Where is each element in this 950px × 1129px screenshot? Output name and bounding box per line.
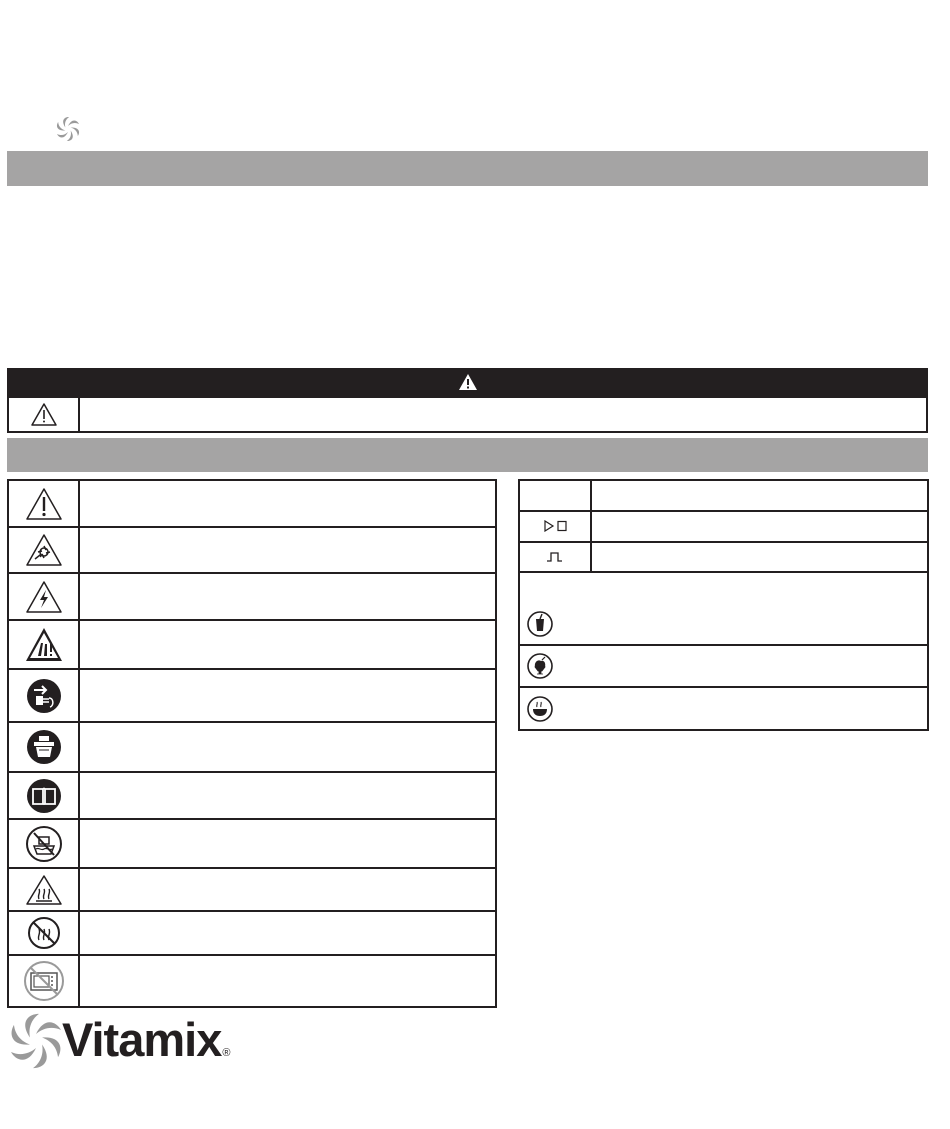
logo-registered-mark: ® [222, 1047, 230, 1059]
unplug-before-cleaning-icon [26, 678, 62, 714]
symbol-row [8, 573, 496, 620]
warning-row [7, 397, 928, 433]
symbol-row [519, 645, 928, 687]
section-header-bar [7, 151, 928, 186]
symbol-icon-cell [8, 480, 79, 527]
symbol-row [519, 511, 928, 542]
symbol-desc [79, 819, 496, 868]
symbol-icon-cell [8, 722, 79, 772]
symbol-desc [79, 722, 496, 772]
symbol-desc [79, 669, 496, 722]
symbol-desc [79, 911, 496, 955]
symbol-desc [591, 511, 928, 542]
symbol-icon-cell [8, 868, 79, 911]
symbol-desc [79, 527, 496, 573]
not-microwave-safe-icon [23, 960, 65, 1002]
symbol-icon-cell [8, 573, 79, 620]
symbol-icon-cell [519, 480, 591, 511]
right-symbol-table [518, 479, 929, 731]
symbol-row [8, 480, 496, 527]
warning-triangle-filled-icon [458, 373, 478, 391]
warning-row-icon-cell [9, 397, 80, 431]
pulse-icon [546, 551, 564, 563]
symbol-icon-cell [519, 645, 928, 687]
symbol-icon-cell [519, 511, 591, 542]
use-lid-plug-icon [26, 729, 62, 765]
symbol-icon-cell [519, 572, 928, 645]
frozen-dessert-icon [526, 652, 554, 680]
smoothie-cup-icon [526, 610, 554, 638]
symbol-icon-cell [8, 819, 79, 868]
symbol-desc [79, 868, 496, 911]
rotating-blade-hazard-icon [25, 533, 63, 567]
general-warning-icon [25, 487, 63, 521]
symbol-icon-cell [519, 687, 928, 730]
symbol-icon-cell [8, 911, 79, 955]
symbol-row [8, 955, 496, 1007]
symbol-row [8, 620, 496, 669]
warning-header-bar [7, 368, 928, 398]
symbol-icon-cell [8, 955, 79, 1007]
symbol-row [519, 687, 928, 730]
symbol-desc [79, 620, 496, 669]
symbol-desc [591, 542, 928, 572]
sharp-blades-warning-icon [25, 627, 63, 663]
symbol-desc [79, 955, 496, 1007]
logo-wordmark: Vitamix [62, 1013, 222, 1066]
vitamix-swirl-icon [8, 1013, 64, 1069]
brand-swirl-icon [55, 116, 81, 142]
read-manual-icon [26, 778, 62, 814]
symbol-desc [79, 480, 496, 527]
electrical-hazard-icon [25, 580, 63, 614]
do-not-submerge-icon [25, 825, 63, 863]
symbol-row [8, 772, 496, 819]
symbol-row [8, 868, 496, 911]
left-symbol-table [7, 479, 497, 1008]
symbol-icon-cell [8, 620, 79, 669]
symbol-icon-cell [8, 772, 79, 819]
symbol-row [8, 911, 496, 955]
start-stop-icon [543, 520, 567, 532]
symbol-icon-cell [8, 669, 79, 722]
symbol-row [8, 722, 496, 772]
symbol-desc [79, 573, 496, 620]
hot-soup-icon [526, 695, 554, 723]
symbol-icon-cell [519, 542, 591, 572]
hot-surface-icon [25, 874, 63, 906]
symbol-row [519, 542, 928, 572]
symbol-row [8, 819, 496, 868]
symbol-desc [79, 772, 496, 819]
warning-triangle-outline-icon [9, 402, 78, 427]
no-hot-liquids-icon [27, 916, 61, 950]
symbol-row [519, 480, 928, 511]
symbol-row [8, 669, 496, 722]
symbol-desc [591, 480, 928, 511]
symbols-header-bar [7, 438, 928, 472]
symbol-icon-cell [8, 527, 79, 573]
vitamix-logo-text [62, 1010, 229, 1070]
symbol-row [8, 527, 496, 573]
symbol-row [519, 572, 928, 645]
